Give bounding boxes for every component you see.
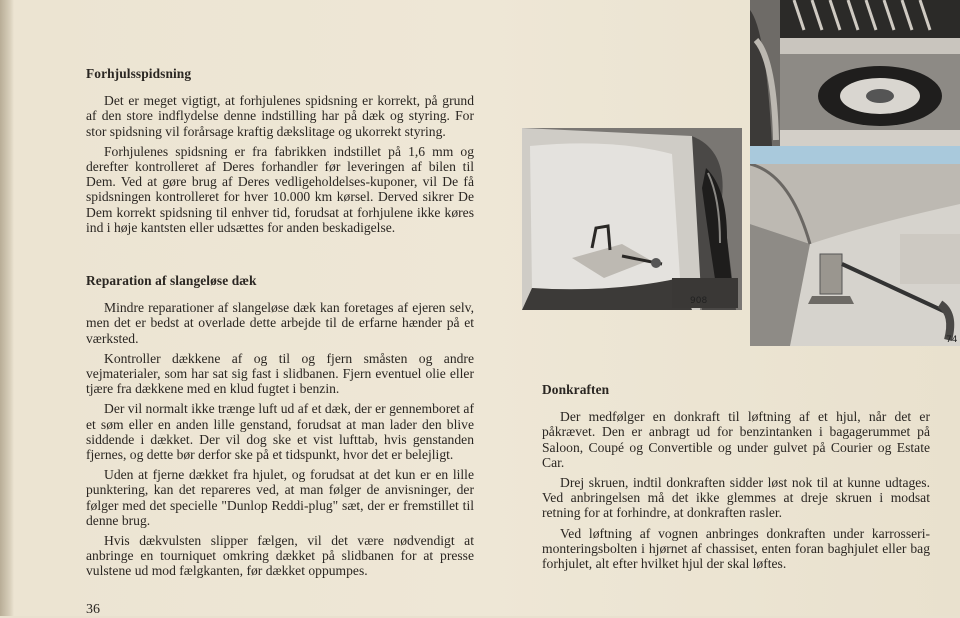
paragraph: Uden at fjerne dækket fra hjulet, og forudsat at det kun er en lille punktering, kan det repareres ved, at man følger de anvisninger, der følger med det specielle "Dunlop Reddi-plug" sæt, der er fremstillet til denne brug. bbox=[86, 467, 474, 528]
trunk-illustration bbox=[522, 128, 742, 310]
heading-donkraften: Donkraften bbox=[542, 382, 610, 397]
paragraph: Det er meget vigtigt, at forhjulenes spidsning er korrekt, på grund af den store indflydelse denne indstilling har på dæk og styring. For stor spidsning vil forårsage kraftig dækslitage og ukorrekt styring. bbox=[86, 93, 474, 139]
photo-number-jack: 74 bbox=[946, 335, 958, 345]
photo-number-trunk: 908 bbox=[690, 296, 708, 306]
left-text-column bbox=[86, 66, 474, 584]
paragraph: Der medfølger en donkraft til løftning af et hjul, når det er påkrævet. Den er anbragt ud for benzintanken i bagagerummet på Saloon, Coupé og Convertible og under gulvet på Courier og Estate Car. bbox=[542, 409, 930, 470]
heading-forhjulsspidsning: Forhjulsspidsning bbox=[86, 66, 192, 81]
photo-jack-lifting bbox=[750, 164, 960, 346]
paragraph: Ved løftning af vognen anbringes donkraften under karrosseri-monteringsbolten i hjørnet af chassiset, enten foran baghjulet eller bag forhjulet, alt efter hvilket hjul der skal løftes. bbox=[542, 525, 930, 572]
jack-illustration bbox=[750, 164, 960, 346]
spare-wheel-illustration bbox=[750, 0, 960, 146]
paragraph: Drej skruen, indtil donkraften sidder løst nok til at kunne udtages. Ved anbringelsen må det ikke glemmes at dreje skruen i modsat retning for at forhindre, at donkraften rasler. bbox=[542, 475, 930, 521]
page-number: 36 bbox=[86, 602, 100, 617]
page-gutter bbox=[0, 0, 14, 616]
photo-spare-wheel bbox=[750, 0, 960, 146]
paragraph: Kontroller dækkene af og til og fjern småsten og andre vejmaterialer, som har sat sig fast i slidbanen. Fjern eventuel olie eller tjære fra dækkene med en klud fugtet i benzin. bbox=[86, 350, 474, 397]
photo-separator-band bbox=[750, 146, 960, 164]
paragraph: Forhjulenes spidsning er fra fabrikken indstillet på 1,6 mm og derefter kontrolleret af Deres forhandler før leveringen af bilen til Dem. Ved at gøre brug af Deres vedligeholdelses-kuponer, vil De få spidsningen kontrolleret for hver 10.000 km kørsel. Derved sikrer De Dem korrekt spidsning til enhver tid, forudsat at forhjulene ikke køres ind i høje kantsten eller udsættes for anden beskadigelse. bbox=[86, 143, 474, 235]
paragraph: Mindre reparationer af slangeløse dæk kan foretages af ejeren selv, men det er bedst at overlade dette arbejde til de erfarne hænder på et værksted. bbox=[86, 300, 474, 346]
paragraph: Der vil normalt ikke trænge luft ud af et dæk, der er gennemboret af et søm eller en anden lille genstand, forudsat at man lader den blive siddende i dækket. Der vil dog ske et vist lufttab, hvis genstanden fjernes, og dette bør derfor ske på et tidspunkt, hvor det er belejligt. bbox=[86, 401, 474, 463]
paragraph: Hvis dækvulsten slipper fælgen, vil det være nødvendigt at anbringe en tourniquet omkring dækket på slidbanen for at presse vulstene ud mod fælgkanten, før dækket oppumpes. bbox=[86, 533, 474, 579]
right-text-column bbox=[542, 382, 930, 576]
photo-trunk-jack bbox=[522, 128, 742, 310]
heading-reparation: Reparation af slangeløse dæk bbox=[86, 273, 257, 289]
